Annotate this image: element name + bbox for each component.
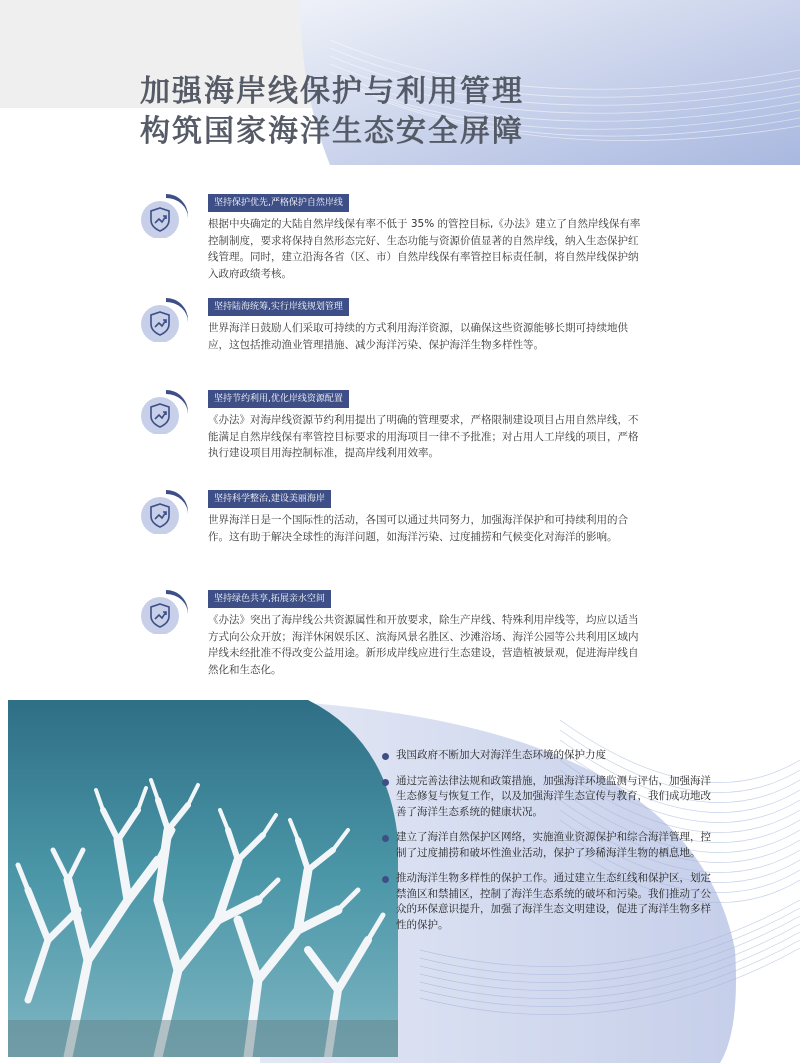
bullet-dot-icon xyxy=(382,779,389,786)
list-item-text: 建立了海洋自然保护区网络，实施渔业资源保护和综合海洋管理，控制了过度捕捞和破坏性渔业活动，保护了珍稀海洋生物的栖息地。 xyxy=(396,831,711,859)
bullet-dot-icon xyxy=(382,876,389,883)
section-text: 《办法》突出了海岸线公共资源属性和开放要求，除生产岸线、特殊利用岸线等，均应以适当方式向公众开放；海洋休闲娱乐区、滨海风景名胜区、沙滩浴场、海洋公园等公共利用区域内岸线未经批准不得改变公益用途。新形成岸线应进行生态建设，营造植被景观，促进海岸线自然化和生态化。 xyxy=(208,614,639,676)
section-tag: 坚持保护优先,严格保护自然岸线 xyxy=(208,194,349,212)
section-tag: 坚持陆海统筹,实行岸线规划管理 xyxy=(208,298,349,316)
section-icon xyxy=(136,390,196,434)
list-item xyxy=(382,748,712,764)
section-text: 世界海洋日鼓励人们采取可持续的方式利用海洋资源，以确保这些资源能够长期可持续地供应，这包括推动渔业管理措施、减少海洋污染、保护海洋生物多样性等。 xyxy=(208,322,628,351)
bullet-list xyxy=(382,748,712,943)
section-tag: 坚持节约利用,优化岸线资源配置 xyxy=(208,390,349,408)
shield-trend-icon xyxy=(136,298,196,342)
section-green-sharing xyxy=(136,590,656,685)
list-item xyxy=(382,871,712,933)
list-item-text: 我国政府不断加大对海洋生态环境的保护力度 xyxy=(396,749,606,761)
list-item xyxy=(382,774,712,821)
section-scientific-remediation xyxy=(136,490,656,570)
bullet-dot-icon xyxy=(382,835,389,842)
page-title xyxy=(140,72,524,152)
section-text: 根据中央确定的大陆自然岸线保有率不低于 35% 的管控目标,《办法》建立了自然岸线保有率控制制度，要求将保持自然形态完好、生态功能与资源价值显著的自然岸线，纳入生态保护红线管理。同时，建立沿海各省（区、市）自然岸线保有率管控目标责任制，将自然岸线保护纳入政府政绩考核。 xyxy=(208,218,641,280)
list-item xyxy=(382,830,712,861)
section-conservation xyxy=(136,390,656,470)
shield-trend-icon xyxy=(136,194,196,238)
section-icon xyxy=(136,590,196,634)
list-item-text: 推动海洋生物多样性的保护工作。通过建立生态红线和保护区，划定禁渔区和禁捕区，控制了海洋生态系统的破坏和污染。我们推动了公众的环保意识提升，加强了海洋生态文明建设，促进了海洋生物多样性的保护。 xyxy=(396,872,711,931)
section-protection-priority xyxy=(136,194,656,284)
list-item-text: 通过完善法律法规和政策措施，加强海洋环境监测与评估，加强海洋生态修复与恢复工作，以及加强海洋生态宣传与教育，我们成功地改善了海洋生态系统的健康状况。 xyxy=(396,774,711,818)
section-icon xyxy=(136,194,196,238)
shield-trend-icon xyxy=(136,390,196,434)
section-tag: 坚持科学整治,建设美丽海岸 xyxy=(208,490,331,508)
section-tag: 坚持绿色共享,拓展亲水空间 xyxy=(208,590,331,608)
shield-trend-icon xyxy=(136,490,196,534)
shield-trend-icon xyxy=(136,590,196,634)
section-land-sea xyxy=(136,298,656,368)
section-text: 《办法》对海岸线资源节约利用提出了明确的管理要求，严格限制建设项目占用自然岸线，不能满足自然岸线保有率管控目标要求的用海项目一律不予批准；对占用人工岸线的项目，严格执行建设项目用海控制标准，提高岸线利用效率。 xyxy=(208,414,639,459)
section-icon xyxy=(136,298,196,342)
title-line-2: 构筑国家海洋生态安全屏障 xyxy=(140,114,524,149)
bullet-dot-icon xyxy=(382,753,389,760)
coral-photo xyxy=(8,700,398,1057)
title-line-1: 加强海岸线保护与利用管理 xyxy=(140,74,524,109)
section-text: 世界海洋日是一个国际性的活动，各国可以通过共同努力，加强海洋保护和可持续利用的合作。这有助于解决全球性的海洋问题，如海洋污染、过度捕捞和气候变化对海洋的影响。 xyxy=(208,514,628,543)
section-icon xyxy=(136,490,196,534)
